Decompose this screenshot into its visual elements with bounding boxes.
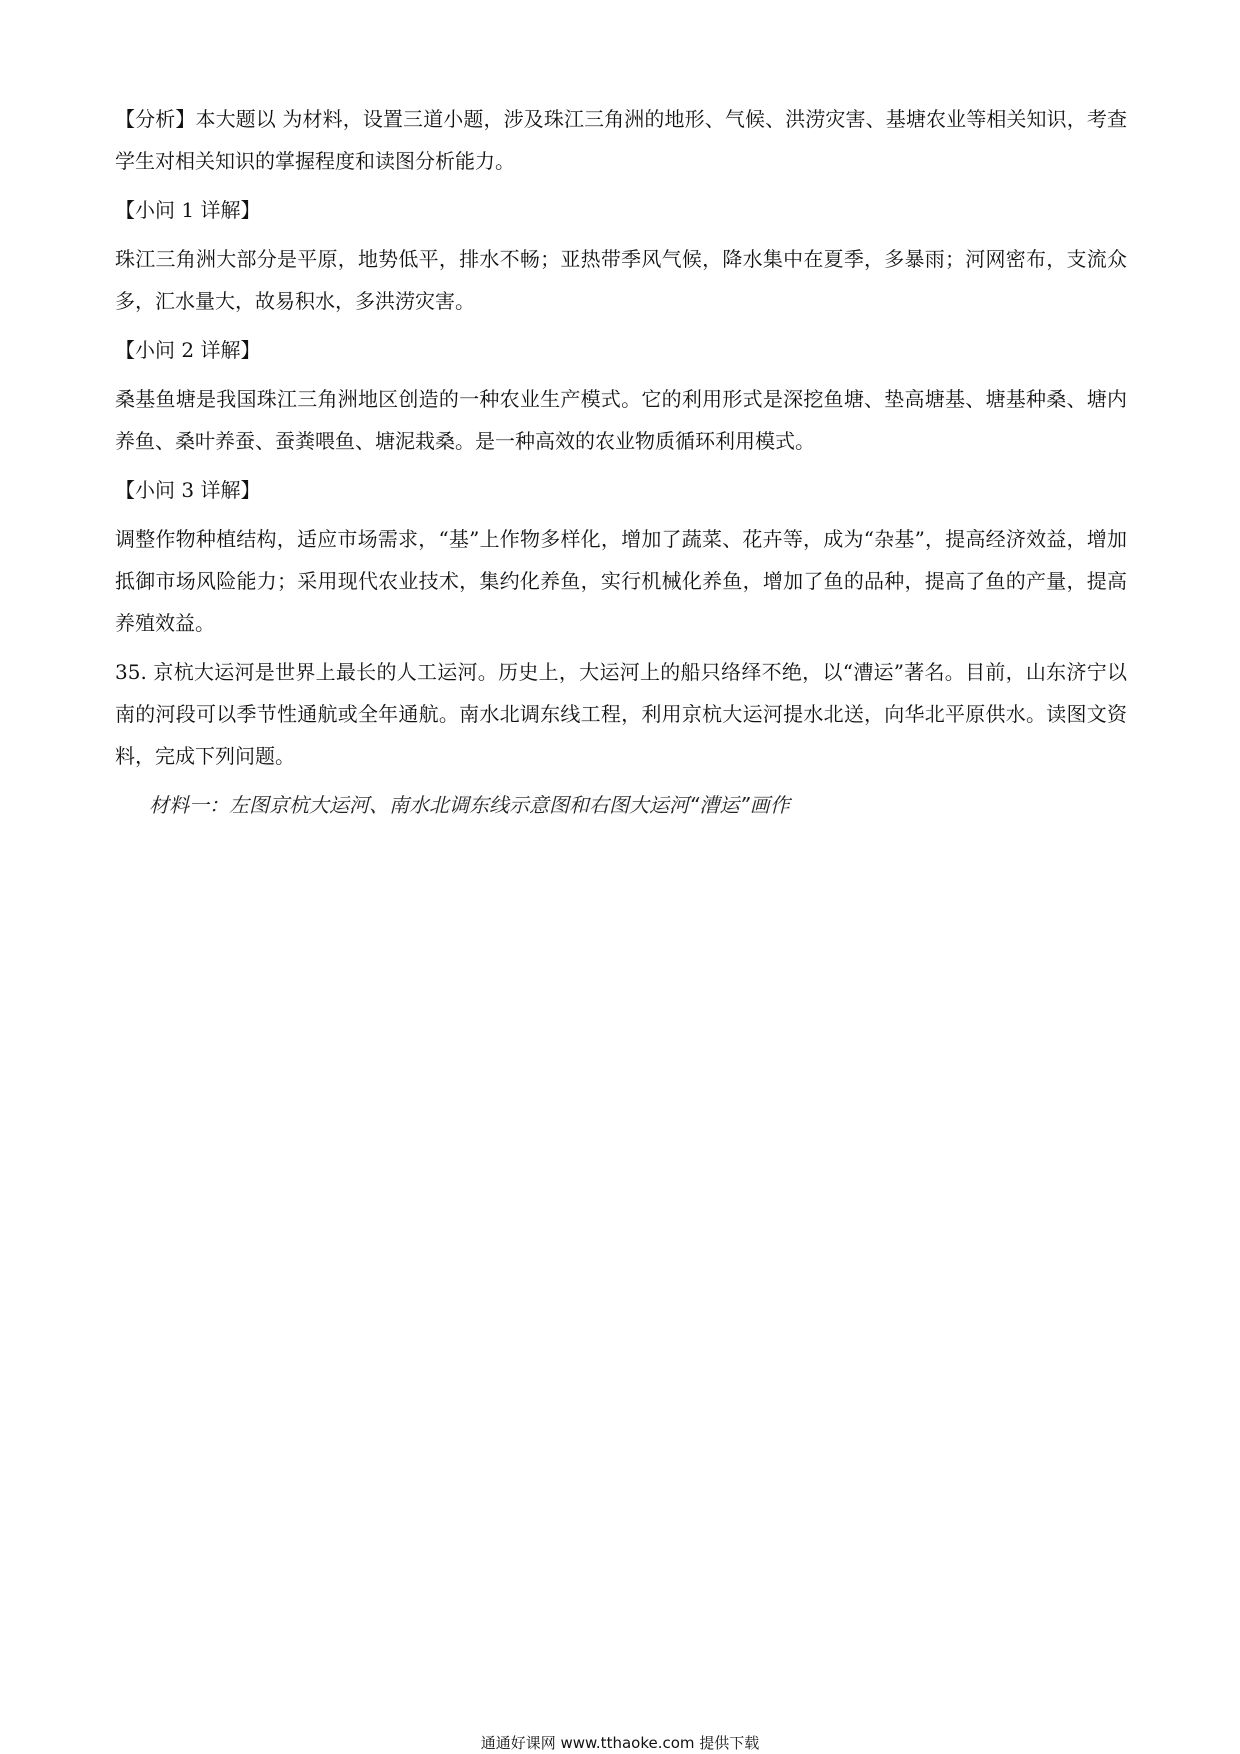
- page-footer: 通通好课网 www.tthaoke.com 提供下载: [480, 1734, 760, 1752]
- question-1-heading: 【小问 1 详解】: [115, 198, 261, 222]
- question-3-answer: 调整作物种植结构，适应市场需求，“基”上作物多样化，增加了蔬菜、花卉等，成为“杂基”，提高经济效益，增加抵御市场风险能力；采用现代农业技术，集约化养鱼，实行机械化养鱼，增加了鱼的品种，提高了鱼的产量，提高养殖效益。: [115, 527, 1127, 635]
- question-2-heading: 【小问 2 详解】: [115, 338, 261, 362]
- question-3-heading: 【小问 3 详解】: [115, 478, 261, 502]
- question-1-answer: 珠江三角洲大部分是平原，地势低平，排水不畅；亚热带季风气候，降水集中在夏季，多暴雨；河网密布，支流众多，汇水量大，故易积水，多洪涝灾害。: [115, 247, 1127, 313]
- analysis-paragraph: 【分析】本大题以 为材料，设置三道小题，涉及珠江三角洲的地形、气候、洪涝灾害、基塘农业等相关知识，考查学生对相关知识的掌握程度和读图分析能力。: [115, 107, 1127, 173]
- material-one-caption: 材料一：左图京杭大运河、南水北调东线示意图和右图大运河“漕运”画作: [149, 793, 790, 817]
- question-35-stem: 35. 京杭大运河是世界上最长的人工运河。历史上，大运河上的船只络绎不绝，以“漕运”著名。目前，山东济宁以南的河段可以季节性通航或全年通航。南水北调东线工程，利用京杭大运河提水北送，向华北平原供水。读图文资料，完成下列问题。: [115, 660, 1127, 768]
- question-2-answer: 桑基鱼塘是我国珠江三角洲地区创造的一种农业生产模式。它的利用形式是深挖鱼塘、垫高塘基、塘基种桑、塘内养鱼、桑叶养蚕、蚕粪喂鱼、塘泥栽桑。是一种高效的农业物质循环利用模式。: [115, 387, 1127, 453]
- document-body: [115, 98, 1127, 826]
